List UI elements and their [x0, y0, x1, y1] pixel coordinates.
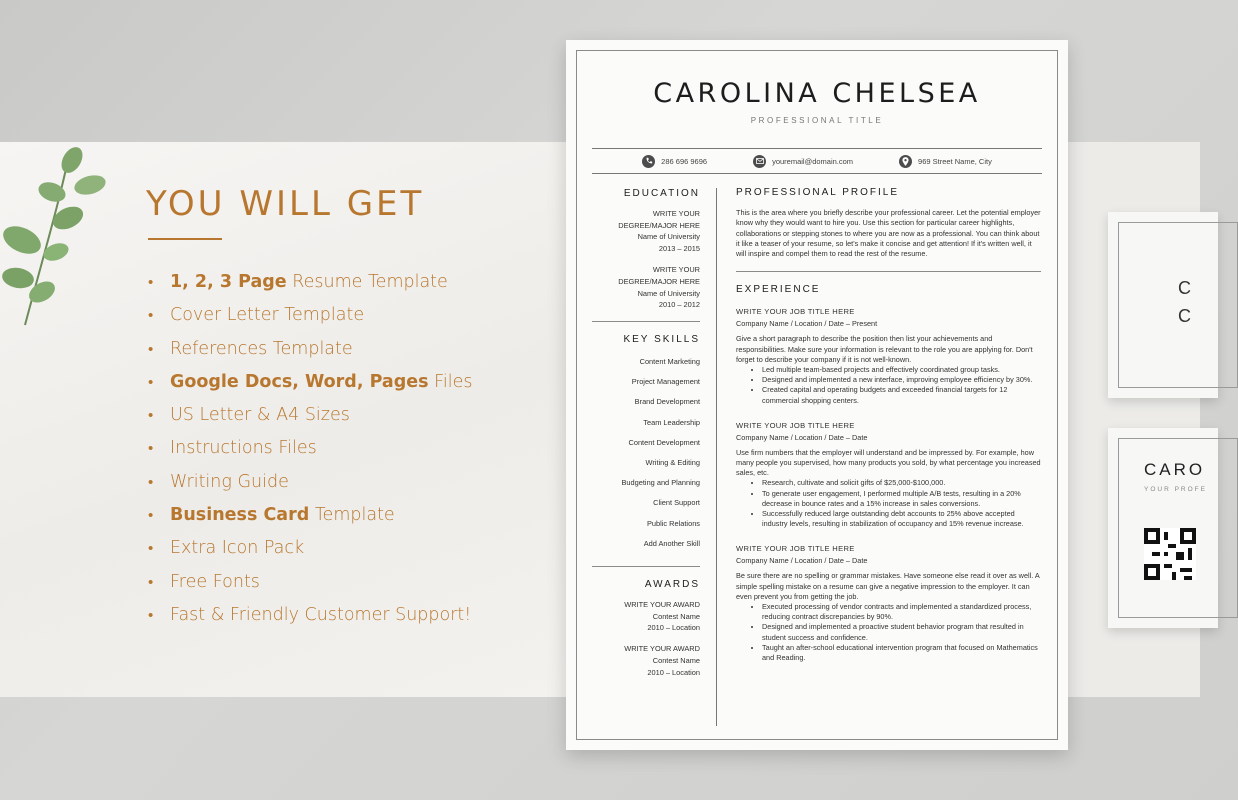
feature-item-text: Extra Icon Pack [170, 538, 305, 559]
feature-item [148, 434, 473, 467]
job-description: Use firm numbers that the employer will understand and be impressed by. For example, how many people you supervised, how many products you sold, by what percentage you increased sales, etc. [736, 447, 1041, 478]
feature-item [148, 401, 473, 434]
job-bullet: • To generate user engagement, I performed multiple A/B tests, resulting in a 20% decrease in bounce rates and a 15% increase in sales conversions. [762, 489, 1041, 509]
feature-item-bold: 1, 2, 3 Page [170, 272, 287, 292]
award-entry [592, 643, 700, 678]
education-years: 2013 – 2015 [658, 244, 700, 254]
feature-item [148, 468, 473, 501]
job-bullet: • Designed and implemented a new interface, improving employee efficiency by 30%. [762, 375, 1041, 385]
promo-heading: YOU WILL GET [146, 184, 425, 224]
job-bullet: • Created capital and operating budgets and exceeded financial targets for 12 commercial shopping centers. [762, 385, 1041, 405]
skill-item: Team Leadership [643, 417, 700, 427]
job-bullet: • Research, cultivate and solicit gifts of $25,000-$100,000. [762, 478, 1041, 488]
qr-code-icon [1144, 528, 1196, 580]
job-description: Give a short paragraph to describe the position then list your achievements and responsibilities. Make sure your information is relevant to the role you are applying for. Don't forget to describe your company if it is not well-known. [736, 334, 1033, 364]
awards-list [592, 599, 700, 679]
award-contest: Contest Name [652, 655, 700, 665]
skill-item: Writing & Editing [645, 457, 700, 467]
awards-heading: AWARDS [644, 579, 700, 590]
resume-page [566, 40, 1068, 750]
feature-item [148, 368, 473, 401]
job-entry [736, 543, 1041, 663]
contact-address-text: 969 Street Name, City [918, 156, 992, 166]
feature-item [148, 268, 473, 301]
contact-phone-text: 286 696 9696 [661, 156, 708, 166]
education-school: Name of University [637, 288, 700, 298]
resume-name: CAROLINA CHELSEA [653, 78, 981, 109]
column-divider [716, 188, 717, 726]
eucalyptus-leaves-decoration [0, 140, 120, 330]
job-entry [736, 306, 1041, 405]
feature-item-text: Instructions Files [170, 438, 317, 459]
job-bullets [736, 602, 1041, 663]
job-title: WRITE YOUR JOB TITLE HERE [736, 307, 855, 317]
contact-email [753, 155, 853, 168]
job-title: WRITE YOUR JOB TITLE HERE [736, 544, 855, 554]
experience-heading: EXPERIENCE [736, 284, 821, 296]
education-degree-line2: DEGREE/MAJOR HERE [618, 220, 700, 230]
feature-item-text: Writing Guide [170, 471, 289, 492]
contact-email-text: youremail@domain.com [772, 156, 854, 166]
job-bullets [736, 478, 1041, 529]
feature-item [148, 335, 473, 368]
education-school: Name of University [637, 232, 700, 242]
skill-item: Client Support [653, 498, 700, 508]
education-degree-line2: DEGREE/MAJOR HERE [618, 276, 700, 286]
profile-text: This is the area where you briefly describe your professional career. Let the potential employer know why they would want to hire you. Use this section for particular career highlights, collaborations or stepping stones to where you are now as a professional. You can think about it like a teaser of your resume, so let's make it concise and get attention! If it's written well, it will inspire and compel them to read the rest of the resume. [736, 208, 1041, 259]
job-meta: Company Name / Location / Date – Date [736, 556, 868, 566]
award-title: WRITE YOUR AWARD [624, 599, 700, 609]
job-bullets [736, 365, 1041, 406]
resume-right-column [736, 188, 1041, 663]
feature-item-text: Resume Template [286, 272, 448, 292]
education-years: 2010 – 2012 [658, 300, 700, 310]
location-pin-icon [899, 155, 912, 168]
phone-icon [642, 155, 655, 168]
education-degree-line1: WRITE YOUR [652, 264, 700, 274]
job-bullet: • Designed and implemented a proactive student behavior program that resulted in student success and confidence. [762, 622, 1041, 642]
skills-list [592, 352, 700, 554]
award-contest: Contest Name [652, 611, 700, 621]
business-card-title: YOUR PROFE [1144, 486, 1207, 493]
business-card-front [1108, 428, 1218, 628]
skill-item: Public Relations [647, 518, 700, 528]
contact-address [899, 155, 992, 168]
job-description: Be sure there are no spelling or grammar mistakes. Have someone else read it over as well. A simple spelling mistake on a resume can give a negative impression to the employer. It can even prevent you from getting the job. [736, 571, 1040, 601]
profile-heading: PROFESSIONAL PROFILE [736, 187, 899, 198]
feature-item-text: US Letter & A4 Sizes [170, 405, 350, 426]
contact-bar [592, 148, 1042, 174]
award-detail: 2010 – Location [647, 623, 700, 633]
skill-item: Add Another Skill [643, 538, 700, 548]
feature-item [148, 601, 473, 634]
job-meta: Company Name / Location / Date – Present [736, 319, 878, 329]
skill-item: Content Development [628, 437, 700, 447]
skill-item: Project Management [631, 377, 700, 387]
business-card-letter-1: C [1178, 278, 1193, 298]
feature-item-text: Cover Letter Template [170, 305, 365, 326]
contact-phone [642, 155, 707, 168]
award-detail: 2010 – Location [647, 667, 700, 677]
feature-item-text: Files [428, 371, 473, 392]
feature-item [148, 301, 473, 334]
feature-item [148, 534, 473, 567]
resume-left-column [592, 188, 700, 679]
award-entry [592, 599, 700, 634]
business-card-name: CARO [1144, 460, 1206, 479]
resume-professional-title: PROFESSIONAL TITLE [750, 116, 884, 125]
left-divider-2 [592, 566, 700, 567]
education-list [592, 208, 700, 311]
education-entry [592, 264, 700, 311]
right-divider [736, 271, 1041, 272]
education-entry [592, 208, 700, 255]
feature-item-text: Template [309, 505, 395, 526]
skills-heading: KEY SKILLS [623, 334, 700, 346]
award-title: WRITE YOUR AWARD [624, 644, 700, 654]
education-heading: EDUCATION [623, 188, 700, 199]
job-bullet: • Executed processing of vendor contracts and implemented a standardized process, reducing contract discrepancies by 90%. [762, 602, 1041, 622]
job-bullet: • Led multiple team-based projects and effectively coordinated group tasks. [762, 365, 1041, 375]
heading-underline [148, 238, 222, 240]
job-bullet: • Taught an after-school educational intervention program that focused on Mathematics and Reading. [762, 643, 1041, 663]
business-card-back [1108, 212, 1218, 398]
feature-item-text: Fast & Friendly Customer Support! [170, 604, 472, 625]
skill-item: Brand Development [634, 397, 700, 407]
feature-list [148, 268, 473, 634]
job-meta: Company Name / Location / Date – Date [736, 432, 868, 442]
business-card-letter-2: C [1178, 306, 1193, 326]
feature-item [148, 501, 473, 534]
education-degree-line1: WRITE YOUR [652, 208, 700, 218]
feature-item-text: References Template [170, 338, 353, 359]
job-title: WRITE YOUR JOB TITLE HERE [736, 420, 855, 430]
job-bullet: • Successfully reduced large outstanding debt accounts to 25% above accepted industry levels, resulting in stabilization of occupancy and 15% revenue increase. [762, 509, 1041, 529]
experience-list [736, 306, 1041, 663]
skill-item: Content Marketing [639, 356, 700, 366]
email-icon [753, 155, 766, 168]
feature-item-bold: Google Docs, Word, Pages [170, 371, 429, 392]
feature-item-bold: Business Card [170, 505, 310, 526]
skill-item: Budgeting and Planning [621, 478, 700, 488]
feature-item-text: Free Fonts [170, 571, 260, 592]
left-divider-1 [592, 321, 700, 322]
job-entry [736, 420, 1041, 530]
feature-item [148, 568, 473, 601]
